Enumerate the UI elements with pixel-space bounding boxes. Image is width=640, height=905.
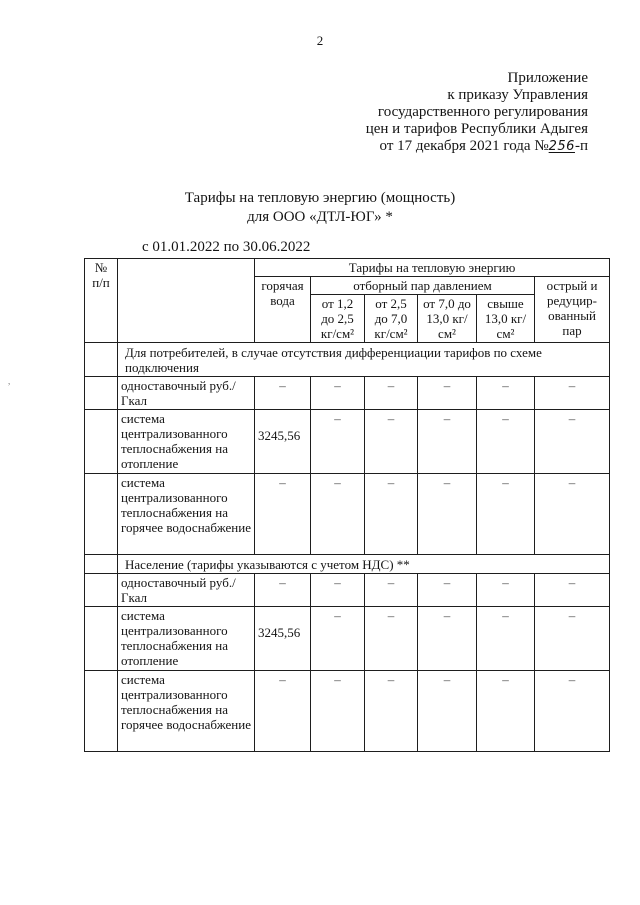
dash-cell: – xyxy=(365,377,418,410)
dash-cell: – xyxy=(535,377,610,410)
dash-cell: – xyxy=(477,607,535,671)
table-row xyxy=(85,474,610,555)
table-row xyxy=(85,377,610,410)
title-line-2: для ООО «ДТЛ-ЮГ» * xyxy=(247,209,393,225)
dash-cell: – xyxy=(477,671,535,752)
hot-water-value: 3245,56 xyxy=(255,410,311,474)
dash-cell: – xyxy=(365,574,418,607)
header-steam-2: от 2,5 до 7,0 кг/см² xyxy=(365,295,418,343)
section-row xyxy=(85,555,610,574)
appendix-header xyxy=(366,70,588,155)
dash-cell: – xyxy=(477,377,535,410)
header-num: № п/п xyxy=(85,259,118,343)
dash-cell: – xyxy=(477,574,535,607)
header-tariffs: Тарифы на тепловую энергию xyxy=(255,259,610,277)
dash-cell: – xyxy=(255,474,311,555)
dash-cell: – xyxy=(311,671,365,752)
appendix-line-1: Приложение xyxy=(507,70,588,86)
row-num-cell xyxy=(85,410,118,474)
appendix-line-4: цен и тарифов Республики Адыгея xyxy=(365,121,588,137)
appendix-line-2: к приказу Управления xyxy=(447,87,588,103)
dash-cell: – xyxy=(535,410,610,474)
header-steam-4: свыше 13,0 кг/см² xyxy=(477,295,535,343)
document-title xyxy=(0,189,640,227)
dash-cell: – xyxy=(365,410,418,474)
table-row xyxy=(85,410,610,474)
appendix-line-5 xyxy=(366,138,588,155)
header-hot-water: горячая вода xyxy=(255,277,311,343)
dash-cell: – xyxy=(535,671,610,752)
row-label: одноставочный руб./Гкал xyxy=(118,377,255,410)
dash-cell: – xyxy=(418,474,477,555)
dash-cell: – xyxy=(255,671,311,752)
section-num-cell xyxy=(85,343,118,377)
header-sharp-steam: острый и редуцир-ованный пар xyxy=(535,277,610,343)
header-row-1 xyxy=(85,259,610,277)
page-number: 2 xyxy=(316,33,324,48)
table-row xyxy=(85,574,610,607)
dash-cell: – xyxy=(255,377,311,410)
appendix-line-3: государственного регулирования xyxy=(377,104,588,120)
dash-cell: – xyxy=(418,671,477,752)
row-num-cell xyxy=(85,474,118,555)
header-blank xyxy=(118,259,255,343)
row-num-cell xyxy=(85,607,118,671)
tariff-table xyxy=(84,258,610,752)
row-num-cell xyxy=(85,377,118,410)
order-suffix: -п xyxy=(574,138,588,154)
dash-cell: – xyxy=(365,474,418,555)
dash-cell: – xyxy=(535,607,610,671)
dash-cell: – xyxy=(311,410,365,474)
row-label: система централизованного теплоснабжения на отопление xyxy=(118,410,255,474)
table-row xyxy=(85,607,610,671)
header-steam-1: от 1,2 до 2,5 кг/см² xyxy=(311,295,365,343)
row-label: одноставочный руб./Гкал xyxy=(118,574,255,607)
hot-water-value: 3245,56 xyxy=(255,607,311,671)
row-num-cell xyxy=(85,574,118,607)
row-label: система централизованного теплоснабжения на горячее водоснабжение xyxy=(118,671,255,752)
dash-cell: – xyxy=(535,474,610,555)
dash-cell: – xyxy=(311,474,365,555)
dash-cell: – xyxy=(418,410,477,474)
validity-period: с 01.01.2022 по 30.06.2022 xyxy=(142,239,311,255)
row-label: система централизованного теплоснабжения на горячее водоснабжение xyxy=(118,474,255,555)
row-num-cell xyxy=(85,671,118,752)
section-title: Для потребителей, в случае отсутствия дифференциации тарифов по схеме подключения xyxy=(118,343,610,377)
dash-cell: – xyxy=(418,607,477,671)
section-row xyxy=(85,343,610,377)
title-line-1: Тарифы на тепловую энергию (мощность) xyxy=(184,190,456,206)
row-label: система централизованного теплоснабжения на отопление xyxy=(118,607,255,671)
scan-mark: , xyxy=(8,376,11,386)
section-num-cell xyxy=(85,555,118,574)
table-row xyxy=(85,671,610,752)
dash-cell: – xyxy=(418,377,477,410)
dash-cell: – xyxy=(311,574,365,607)
dash-cell: – xyxy=(365,671,418,752)
header-steam-group: отборный пар давлением xyxy=(311,277,535,295)
section-title: Население (тарифы указываются с учетом НДС) ** xyxy=(118,555,610,574)
dash-cell: – xyxy=(255,574,311,607)
order-number: 256 xyxy=(548,139,575,154)
dash-cell: – xyxy=(311,377,365,410)
dash-cell: – xyxy=(418,574,477,607)
dash-cell: – xyxy=(477,410,535,474)
dash-cell: – xyxy=(477,474,535,555)
dash-cell: – xyxy=(535,574,610,607)
dash-cell: – xyxy=(365,607,418,671)
header-steam-3: от 7,0 до 13,0 кг/см² xyxy=(418,295,477,343)
order-date: от 17 декабря 2021 года № xyxy=(379,138,549,154)
dash-cell: – xyxy=(311,607,365,671)
